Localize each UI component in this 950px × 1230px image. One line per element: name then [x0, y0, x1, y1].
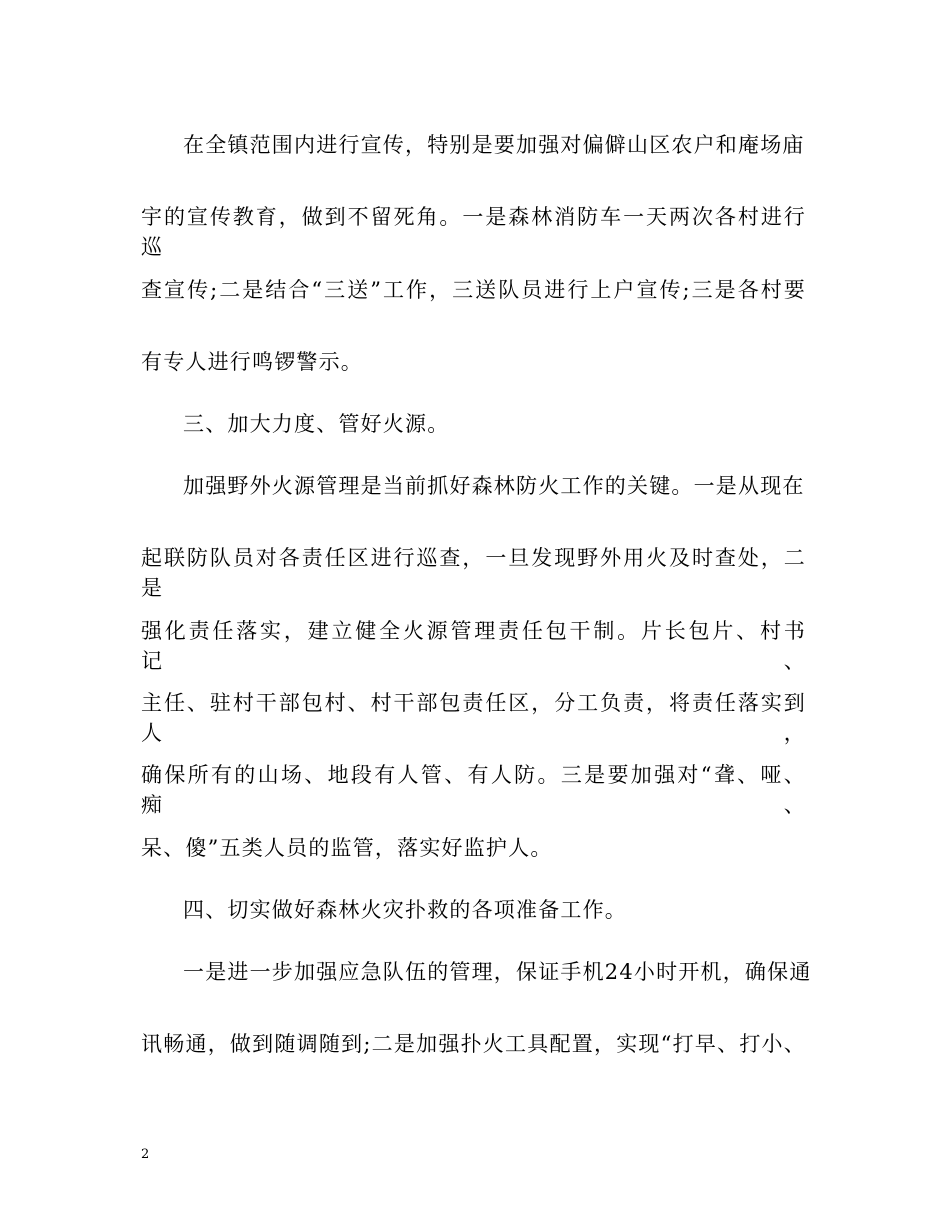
page-number: 2	[141, 1147, 150, 1162]
section-heading-4: 四、切实做好森林火灾扑救的各项准备工作。	[183, 898, 627, 922]
section-heading-3: 三、加大力度、管好火源。	[183, 412, 450, 436]
paragraph-line-4: 有专人进行鸣锣警示。	[141, 350, 363, 374]
paragraph-line-12: 讯畅通，做到随调随到;二是加强扑火工具配置，实现“打早、打小、	[141, 1032, 806, 1056]
paragraph-line-1: 在全镇范围内进行宣传，特别是要加强对偏僻山区农户和庵场庙	[183, 133, 805, 157]
paragraph-line-10: 呆、傻”五类人员的监管，落实好监护人。	[141, 836, 553, 860]
paragraph-line-2: 宇的宣传教育，做到不留死角。一是森林消防车一天两次各村进行巡	[141, 205, 806, 259]
paragraph-line-11: 一是进一步加强应急队伍的管理，保证手机24小时开机，确保通	[183, 960, 812, 984]
paragraph-line-8: 主任、驻村干部包村、村干部包责任区，分工负责，将责任落实到人，	[141, 691, 806, 745]
paragraph-line-3: 查宣传;二是结合“三送”工作，三送队员进行上户宣传;三是各村要	[141, 278, 806, 302]
paragraph-line-9: 确保所有的山场、地段有人管、有人防。三是要加强对“聋、哑、痴、	[141, 763, 806, 817]
paragraph-line-5: 加强野外火源管理是当前抓好森林防火工作的关键。一是从现在	[183, 474, 805, 498]
paragraph-line-7: 强化责任落实，建立健全火源管理责任包干制。片长包片、村书记、	[141, 619, 806, 673]
paragraph-line-6: 起联防队员对各责任区进行巡查，一旦发现野外用火及时查处，二是	[141, 546, 806, 600]
